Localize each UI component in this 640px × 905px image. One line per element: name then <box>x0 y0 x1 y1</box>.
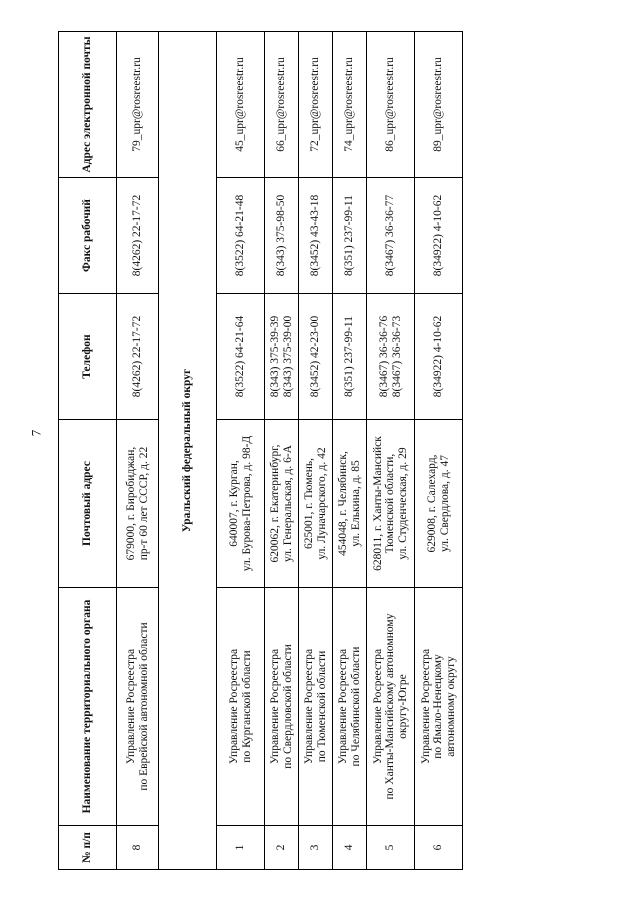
cell-org <box>415 588 463 826</box>
cell-phone <box>367 294 415 420</box>
header-email: Адрес электронной почты <box>59 32 117 178</box>
rotated-table-container <box>58 32 457 870</box>
cell-fax: 8(4262) 22-17-72 <box>117 178 159 294</box>
cell-address-line: ул. Бурова-Петрова, д. 98-Д <box>240 435 253 572</box>
cell-num: 8 <box>117 826 159 870</box>
cell-phone <box>299 294 333 420</box>
cell-address-line: 640007, г. Курган, <box>228 460 241 547</box>
table-row <box>265 32 299 870</box>
cell-email: 79_upr@rosreestr.ru <box>117 32 159 178</box>
header-phone: Телефон <box>59 294 117 420</box>
cell-org-line: по Тюменской области <box>315 650 328 763</box>
cell-org-line: Управление Росреестра <box>303 648 316 765</box>
cell-org-line: по Курганской области <box>240 650 253 763</box>
section-title: Уральский федеральный округ <box>159 32 217 870</box>
header-org: Наименование территориального органа <box>59 588 117 826</box>
cell-org-line: по Ямало-Ненецкому <box>432 654 445 759</box>
cell-address-line: 679000, г. Биробиджан, <box>125 446 138 561</box>
header-fax: Факс рабочий <box>59 178 117 294</box>
table-row <box>415 32 463 870</box>
cell-fax: 8(3467) 36-36-77 <box>367 178 415 294</box>
header-address: Почтовый адрес <box>59 420 117 588</box>
cell-org-line: Управление Росреестра <box>371 648 384 765</box>
cell-address-line: 625001, г. Тюмень, <box>303 458 316 549</box>
cell-address <box>117 420 159 588</box>
cell-email: 72_upr@rosreestr.ru <box>299 32 333 178</box>
cell-phone <box>333 294 367 420</box>
cell-phone-line: 8(3522) 64-21-64 <box>234 315 247 398</box>
cell-org-line: по Челябинской области <box>349 646 362 767</box>
cell-org-line: Управление Росреестра <box>125 648 138 765</box>
cell-org <box>265 588 299 826</box>
cell-num: 1 <box>217 826 265 870</box>
cell-fax: 8(3522) 64-21-48 <box>217 178 265 294</box>
cell-org <box>217 588 265 826</box>
cell-org-line: по Свердловской области <box>281 644 294 769</box>
cell-org <box>117 588 159 826</box>
cell-num: 6 <box>415 826 463 870</box>
cell-phone-line: 8(343) 375-39-00 <box>281 315 294 398</box>
cell-phone-line: 8(3467) 36-36-76 <box>378 315 391 398</box>
cell-address-line: ул. Елькина, д. 85 <box>349 460 362 547</box>
cell-num: 4 <box>333 826 367 870</box>
cell-address-line: 454048, г. Челябинск, <box>337 451 350 556</box>
header-num: № п/п <box>59 826 117 870</box>
cell-org-line: по Еврейской автономной области <box>137 622 150 791</box>
cell-address-line: пр-т 60 лет СССР, д. 22 <box>137 446 150 561</box>
table-row <box>367 32 415 870</box>
cell-phone-line: 8(34922) 4-10-62 <box>432 315 445 398</box>
cell-address <box>265 420 299 588</box>
cell-org-line: по Ханты-Мансийскому автономному <box>384 613 397 800</box>
table-row <box>217 32 265 870</box>
cell-org-line: Управление Росреестра <box>228 648 241 765</box>
table-row <box>333 32 367 870</box>
cell-phone-line: 8(3452) 42-23-00 <box>309 315 322 398</box>
cell-num: 5 <box>367 826 415 870</box>
cell-address-line: 629008, г. Салехард, <box>426 454 439 553</box>
cell-phone-line: 8(351) 237-99-11 <box>343 315 356 398</box>
table-body <box>59 32 463 870</box>
cell-address-line: Тюменской области, <box>384 453 397 554</box>
cell-org-line: округу-Югре <box>396 674 409 739</box>
cell-org-line: автономному округу <box>444 656 457 757</box>
cell-email: 89_upr@rosreestr.ru <box>415 32 463 178</box>
cell-address-line: ул. Генеральская, д. 6-А <box>281 445 294 562</box>
cell-fax: 8(3452) 43-43-18 <box>299 178 333 294</box>
table-row-prev-8 <box>117 32 159 870</box>
cell-phone-line: 8(3467) 36-36-73 <box>390 315 403 398</box>
cell-address <box>333 420 367 588</box>
cell-phone-line: 8(4262) 22-17-72 <box>131 315 144 398</box>
cell-address <box>415 420 463 588</box>
cell-email: 45_upr@rosreestr.ru <box>217 32 265 178</box>
cell-fax: 8(343) 375-98-50 <box>265 178 299 294</box>
header-row <box>59 32 117 870</box>
cell-org-line: Управление Росреестра <box>337 648 350 765</box>
cell-fax: 8(351) 237-99-11 <box>333 178 367 294</box>
cell-phone <box>117 294 159 420</box>
cell-email: 86_upr@rosreestr.ru <box>367 32 415 178</box>
page-number: 7 <box>28 429 44 437</box>
cell-phone <box>217 294 265 420</box>
cell-num: 2 <box>265 826 299 870</box>
cell-address <box>217 420 265 588</box>
cell-org <box>299 588 333 826</box>
cell-address-line: 620062, г. Екатеринбург, <box>269 444 282 563</box>
table-row <box>299 32 333 870</box>
cell-phone <box>265 294 299 420</box>
cell-address-line: ул. Луначарского, д. 42 <box>315 447 328 560</box>
cell-address-line: ул. Свердлова, д. 47 <box>438 454 451 553</box>
section-row <box>159 32 217 870</box>
cell-phone <box>415 294 463 420</box>
cell-email: 74_upr@rosreestr.ru <box>333 32 367 178</box>
cell-num: 3 <box>299 826 333 870</box>
cell-org-line: Управление Росреестра <box>419 648 432 765</box>
cell-address <box>299 420 333 588</box>
cell-fax: 8(34922) 4-10-62 <box>415 178 463 294</box>
cell-address <box>367 420 415 588</box>
cell-address-line: ул. Студенческая, д. 29 <box>396 447 409 560</box>
cell-org <box>333 588 367 826</box>
cell-address-line: 628011, г. Ханты-Мансийск <box>371 436 384 571</box>
cell-email: 66_upr@rosreestr.ru <box>265 32 299 178</box>
rosreestr-directory-table <box>58 31 463 870</box>
cell-phone-line: 8(343) 375-39-39 <box>269 315 282 398</box>
cell-org <box>367 588 415 826</box>
cell-org-line: Управление Росреестра <box>269 648 282 765</box>
